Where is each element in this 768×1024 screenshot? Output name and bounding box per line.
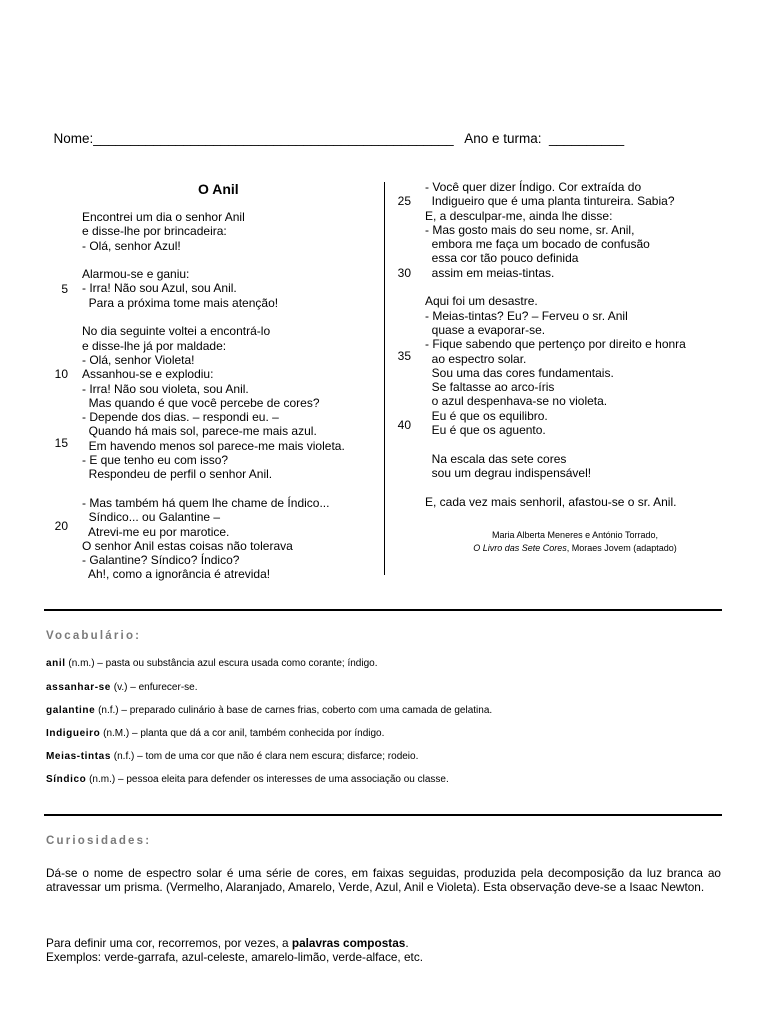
examples-line: Exemplos: verde-garrafa, azul-celeste, amarelo-limão, verde-alface, etc. bbox=[46, 950, 424, 964]
poem-line: Na escala das sete cores bbox=[425, 451, 567, 466]
line-number: 40 bbox=[397, 418, 411, 433]
poem-line: Ah!, como a ignorância é atrevida! bbox=[82, 567, 271, 582]
poem-line: embora me faça um bocado de confusão bbox=[425, 237, 650, 252]
poem-line: Respondeu de perfil o senhor Anil. bbox=[82, 467, 273, 482]
student-header bbox=[46, 116, 624, 146]
name-blank-line[interactable]: ________________________________________________ bbox=[93, 131, 454, 146]
poem-line: - Irra! Não sou Azul, sou Anil. bbox=[82, 281, 237, 296]
line-number: 20 bbox=[54, 518, 68, 533]
attribution-publisher: , Moraes Jovem (adaptado) bbox=[566, 543, 677, 553]
column-divider bbox=[384, 182, 385, 575]
vocabulary-term: anil bbox=[46, 658, 66, 669]
line-number: 10 bbox=[54, 367, 68, 382]
poem-line: - Você quer dizer Índigo. Cor extraída do bbox=[425, 180, 642, 194]
vocabulary-entry bbox=[46, 705, 492, 716]
vocabulary-entry bbox=[46, 751, 418, 762]
poem-line bbox=[82, 310, 345, 324]
poem-line: e disse-lhe por brincadeira: bbox=[82, 224, 227, 239]
section-divider bbox=[44, 814, 722, 816]
vocabulary-definition: (n.m.) – pasta ou substância azul escura usada como corante; índigo. bbox=[65, 658, 378, 669]
poem-line: No dia seguinte voltei a encontrá-lo bbox=[82, 324, 271, 339]
vocabulary-term: Meias-tintas bbox=[46, 751, 111, 762]
poem-line: sou um degrau indispensável! bbox=[425, 465, 592, 480]
poem-line: quase a evaporar-se. bbox=[425, 322, 546, 337]
vocabulary-definition: (n.f.) – tom de uma cor que não é clara nem escura; disfarce; rodeio. bbox=[111, 751, 419, 762]
poem-left-column bbox=[82, 210, 345, 582]
section-divider bbox=[44, 609, 722, 611]
curiosities-paragraph: Dá-se o nome de espectro solar é uma série de cores, em faixas seguidas, produzida pela decomposição da luz branca ao atravessar um prisma. (Vermelho, Alaranjado, Amarelo, Verde, Azul, Anil e Violeta). Esta observação deve-se a Isaac Newton. bbox=[46, 866, 721, 895]
poem-line bbox=[425, 437, 686, 451]
vocabulary-entry bbox=[46, 728, 384, 739]
vocabulary-heading: Vocabulário: bbox=[46, 630, 142, 642]
note-bold-term: palavras compostas bbox=[291, 936, 406, 950]
poem-line: Quando há mais sol, parece-me mais azul. bbox=[82, 424, 317, 439]
vocabulary-term: Indigueiro bbox=[46, 728, 101, 739]
vocabulary-entry bbox=[46, 774, 449, 785]
poem-line: - Depende dos dias. – respondi eu. – bbox=[82, 410, 279, 425]
poem-line: - Mas também há quem lhe chame de Índico... bbox=[82, 495, 330, 510]
poem-line: Atrevi-me eu por marotice. bbox=[82, 524, 230, 539]
poem-line: Indigueiro que é uma planta tintureira. Sabia? bbox=[425, 194, 675, 209]
poem-line: - Galantine? Síndico? Índico? bbox=[82, 553, 240, 568]
poem-line: o azul despenhava-se no violeta. bbox=[425, 394, 608, 409]
vocabulary-term: assanhar-se bbox=[46, 682, 111, 693]
poem-line: Mas quando é que você percebe de cores? bbox=[82, 395, 320, 410]
poem-line: Sou uma das cores fundamentais. bbox=[425, 365, 614, 380]
poem-right-column bbox=[425, 180, 686, 509]
poem-line: Para a próxima tome mais atenção! bbox=[82, 295, 279, 310]
poem-line: Aqui foi um desastre. bbox=[425, 294, 538, 309]
note-text: Para definir uma cor, recorremos, por vezes, a bbox=[46, 936, 292, 950]
year-label: Ano e turma: bbox=[464, 131, 542, 146]
line-number: 5 bbox=[61, 281, 68, 296]
line-number: 15 bbox=[54, 435, 68, 450]
poem-line: E, a desculpar-me, ainda lhe disse: bbox=[425, 208, 613, 223]
poem-line: e disse-lhe já por maldade: bbox=[82, 338, 227, 353]
poem-line: - Fique sabendo que pertenço por direito e honra bbox=[425, 337, 686, 352]
vocabulary-term: galantine bbox=[46, 705, 96, 716]
vocabulary-entry bbox=[46, 682, 198, 693]
poem-line: E, cada vez mais senhoril, afastou-se o sr. Anil. bbox=[425, 494, 677, 509]
poem-line: Eu é que os aguento. bbox=[425, 423, 546, 438]
poem-line: Alarmou-se e ganiu: bbox=[82, 267, 190, 282]
vocabulary-definition: (n.M.) – planta que dá a cor anil, também conhecida por índigo. bbox=[100, 728, 385, 739]
poem-line bbox=[425, 280, 686, 294]
poem-line: - Meias-tintas? Eu? – Ferveu o sr. Anil bbox=[425, 308, 628, 323]
poem-line: Eu é que os equilibro. bbox=[425, 408, 548, 423]
line-number: 35 bbox=[397, 348, 411, 363]
poem-line: - Mas gosto mais do seu nome, sr. Anil, bbox=[425, 222, 635, 237]
poem-line: Encontrei um dia o senhor Anil bbox=[82, 210, 245, 224]
poem-line: ao espectro solar. bbox=[425, 351, 527, 366]
poem-line: - Olá, senhor Violeta! bbox=[82, 352, 195, 367]
poem-line: - E que tenho eu com isso? bbox=[82, 453, 229, 468]
vocabulary-definition: (n.m.) – pessoa eleita para defender os interesses de uma associação ou classe. bbox=[86, 774, 449, 785]
poem-line: assim em meias-tintas. bbox=[425, 265, 555, 280]
vocabulary-entry bbox=[46, 658, 377, 669]
poem-line: - Irra! Não sou violeta, sou Anil. bbox=[82, 381, 249, 396]
poem-line: Em havendo menos sol parece-me mais violeta. bbox=[82, 438, 345, 453]
poem-line: Se faltasse ao arco-íris bbox=[425, 380, 555, 395]
poem-line: Síndico... ou Galantine – bbox=[82, 510, 221, 525]
poem-line: O senhor Anil estas coisas não tolerava bbox=[82, 538, 293, 553]
curiosities-heading: Curiosidades: bbox=[46, 835, 152, 847]
poem-attribution bbox=[430, 529, 720, 555]
poem-line: Assanhou-se e explodiu: bbox=[82, 367, 214, 382]
poem-line bbox=[425, 480, 686, 494]
vocabulary-definition: (v.) – enfurecer-se. bbox=[110, 682, 198, 693]
vocabulary-definition: (n.f.) – preparado culinário à base de carnes frias, coberto com uma camada de gelatina. bbox=[95, 705, 493, 716]
attribution-authors: Maria Alberta Meneres e António Torrado, bbox=[492, 530, 658, 540]
vocabulary-term: Síndico bbox=[46, 774, 87, 785]
note-period: . bbox=[405, 936, 409, 950]
poem-line: essa cor tão pouco definida bbox=[425, 251, 579, 266]
attribution-book-title: O Livro das Sete Cores bbox=[473, 543, 567, 553]
line-number: 30 bbox=[397, 265, 411, 280]
poem-line bbox=[82, 253, 345, 267]
line-number: 25 bbox=[397, 194, 411, 209]
poem-line bbox=[82, 482, 345, 496]
compound-words-note bbox=[46, 936, 721, 964]
poem-title: O Anil bbox=[198, 181, 239, 197]
year-blank-line[interactable]: __________ bbox=[549, 131, 625, 146]
poem-line: - Olá, senhor Azul! bbox=[82, 238, 181, 253]
name-label: Nome: bbox=[53, 131, 94, 146]
